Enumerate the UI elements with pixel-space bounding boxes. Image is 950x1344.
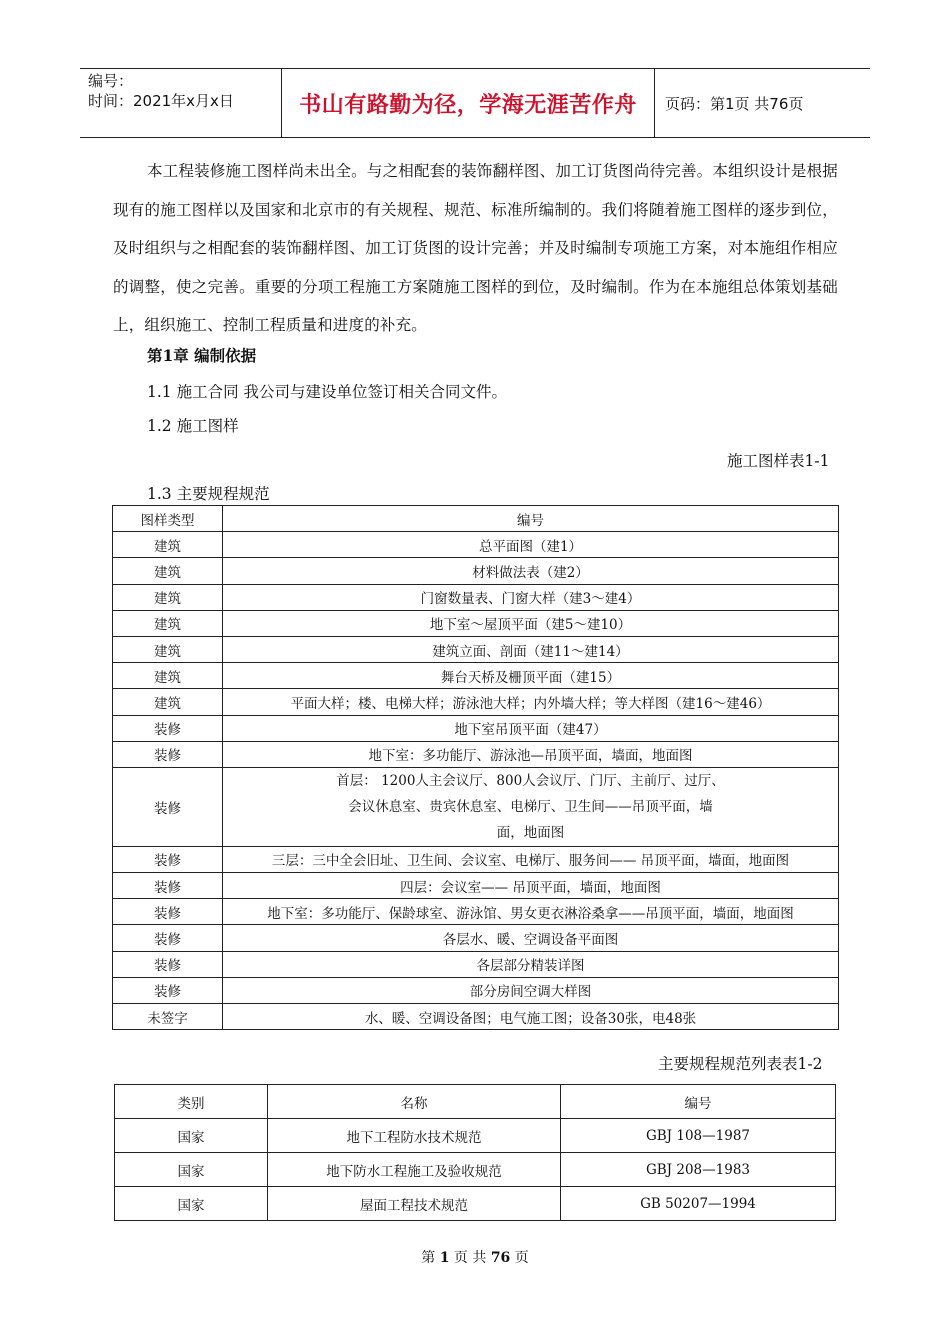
table-cell-category: 国家 — [115, 1153, 268, 1187]
table-header-cell: 编号 — [223, 506, 839, 532]
section-1-1: 1.1 施工合同 我公司与建设单位签订相关合同文件。 — [147, 383, 508, 401]
table-cell-number: 各层部分精装详图 — [223, 951, 839, 977]
table-header-cell: 名称 — [268, 1085, 561, 1119]
footer-prefix: 第 — [421, 1250, 440, 1266]
table-cell-number: 材料做法表（建2） — [223, 558, 839, 584]
table-row — [113, 767, 839, 846]
table-cell-type: 装修 — [113, 925, 223, 951]
table-cell-number: 部分房间空调大样图 — [223, 977, 839, 1003]
table-cell-number: 总平面图（建1） — [223, 532, 839, 558]
page-header — [80, 68, 870, 138]
header-meta — [80, 69, 282, 137]
table-row — [113, 532, 839, 558]
table-cell-number — [223, 767, 839, 846]
table-cell-type: 装修 — [113, 741, 223, 767]
table-cell-type: 装修 — [113, 977, 223, 1003]
table-row — [113, 951, 839, 977]
table-row — [113, 636, 839, 662]
table-row — [113, 846, 839, 872]
table-cell-name: 地下工程防水技术规范 — [268, 1119, 561, 1153]
table-cell-type: 建筑 — [113, 689, 223, 715]
table-cell-category: 国家 — [115, 1187, 268, 1221]
table-header-cell: 类别 — [115, 1085, 268, 1119]
table-header-row — [113, 506, 839, 532]
cell-line: 会议休息室、贵宾休息室、电梯厅、卫生间——吊顶平面，墙 — [348, 798, 713, 815]
doc-date-label: 时间：2021年x月x日 — [88, 92, 234, 110]
table-row — [113, 977, 839, 1003]
footer-suffix: 页 — [510, 1250, 529, 1266]
table-cell-type: 建筑 — [113, 558, 223, 584]
table-cell-type: 装修 — [113, 899, 223, 925]
table-cell-number: 地下室：多功能厅、游泳池—吊顶平面，墙面，地面图 — [223, 741, 839, 767]
table-row — [113, 558, 839, 584]
header-page-info: 页码：第1页 共76页 — [665, 94, 804, 113]
table1-caption: 施工图样表1-1 — [727, 452, 830, 470]
drawings-table — [112, 505, 839, 1030]
footer-page-number: 1 — [439, 1250, 450, 1266]
cell-line: 面，地面图 — [496, 824, 565, 841]
table-cell-type: 装修 — [113, 767, 223, 846]
table-cell-number: 平面大样；楼、电梯大样；游泳池大样；内外墙大样；等大样图（建16～建46） — [223, 689, 839, 715]
table-cell-number: 舞台天桥及栅顶平面（建15） — [223, 663, 839, 689]
table-row — [113, 663, 839, 689]
table-cell-number: 建筑立面、剖面（建11～建14） — [223, 636, 839, 662]
table-cell-code: GBJ 108—1987 — [561, 1119, 836, 1153]
table-row — [113, 899, 839, 925]
cell-line: 首层： 1200人主会议厅、800人会议厅、门厅、主前厅、过厅、 — [336, 772, 725, 789]
table-header-cell: 编号 — [561, 1085, 836, 1119]
table-cell-number: 地下室：多功能厅、保龄球室、游泳馆、男女更衣淋浴桑拿——吊顶平面，墙面，地面图 — [223, 899, 839, 925]
table-cell-name: 屋面工程技术规范 — [268, 1187, 561, 1221]
table-cell-type: 未签字 — [113, 1004, 223, 1030]
table-row — [113, 689, 839, 715]
table-cell-type: 建筑 — [113, 636, 223, 662]
table-row — [115, 1119, 836, 1153]
footer-middle: 页 共 — [449, 1250, 491, 1266]
table-cell-type: 装修 — [113, 715, 223, 741]
table-cell-name: 地下防水工程施工及验收规范 — [268, 1153, 561, 1187]
chapter-title: 第1章 编制依据 — [147, 346, 257, 365]
table-row — [113, 873, 839, 899]
table-header-cell: 图样类型 — [113, 506, 223, 532]
table-cell-type: 建筑 — [113, 532, 223, 558]
table-row — [113, 610, 839, 636]
table-cell-type: 建筑 — [113, 663, 223, 689]
table-cell-type: 装修 — [113, 846, 223, 872]
table-cell-number: 三层：三中全会旧址、卫生间、会议室、电梯厅、服务间—— 吊顶平面，墙面，地面图 — [223, 846, 839, 872]
table-cell-type: 装修 — [113, 951, 223, 977]
table2-caption: 主要规程规范列表表1-2 — [658, 1055, 823, 1073]
section-1-2: 1.2 施工图样 — [147, 417, 239, 435]
table-row — [115, 1187, 836, 1221]
table-row — [113, 715, 839, 741]
table-cell-type: 装修 — [113, 873, 223, 899]
table-cell-number: 门窗数量表、门窗大样（建3～建4） — [223, 584, 839, 610]
table-cell-code: GB 50207—1994 — [561, 1187, 836, 1221]
page-footer — [0, 1247, 950, 1267]
table-cell-number: 各层水、暖、空调设备平面图 — [223, 925, 839, 951]
table-cell-code: GBJ 208—1983 — [561, 1153, 836, 1187]
header-motto: 书山有路勤为径，学海无涯苦作舟 — [282, 69, 655, 137]
table-cell-category: 国家 — [115, 1119, 268, 1153]
table-row — [113, 584, 839, 610]
doc-number-label: 编号： — [88, 72, 134, 90]
table-row — [113, 925, 839, 951]
table-cell-type: 建筑 — [113, 584, 223, 610]
table-cell-number: 地下室吊顶平面（建47） — [223, 715, 839, 741]
intro-paragraph: 本工程装修施工图样尚未出全。与之相配套的装饰翻样图、加工订货图尚待完善。本组织设计是根据现有的施工图样以及国家和北京市的有关规程、规范、标准所编制的。我们将随着施工图样的逐步到位，及时组织与之相配套的装饰翻样图、加工订货图的设计完善；并及时编制专项施工方案，对本施组作相应的调整，使之完善。重要的分项工程施工方案随施工图样的到位，及时编制。作为在本施组总体策划基础上，组织施工、控制工程质量和进度的补充。 — [113, 162, 838, 335]
table-row — [115, 1153, 836, 1187]
table-row — [113, 1004, 839, 1030]
table-cell-type: 建筑 — [113, 610, 223, 636]
section-1-3: 1.3 主要规程规范 — [147, 485, 270, 503]
table-cell-number: 水、暖、空调设备图；电气施工图；设备30张，电48张 — [223, 1004, 839, 1030]
table-row — [113, 741, 839, 767]
footer-total-pages: 76 — [490, 1250, 511, 1266]
table-header-row — [115, 1085, 836, 1119]
table-cell-number: 地下室～屋顶平面（建5～建10） — [223, 610, 839, 636]
standards-table — [114, 1084, 836, 1221]
table-cell-number: 四层：会议室—— 吊顶平面，墙面，地面图 — [223, 873, 839, 899]
